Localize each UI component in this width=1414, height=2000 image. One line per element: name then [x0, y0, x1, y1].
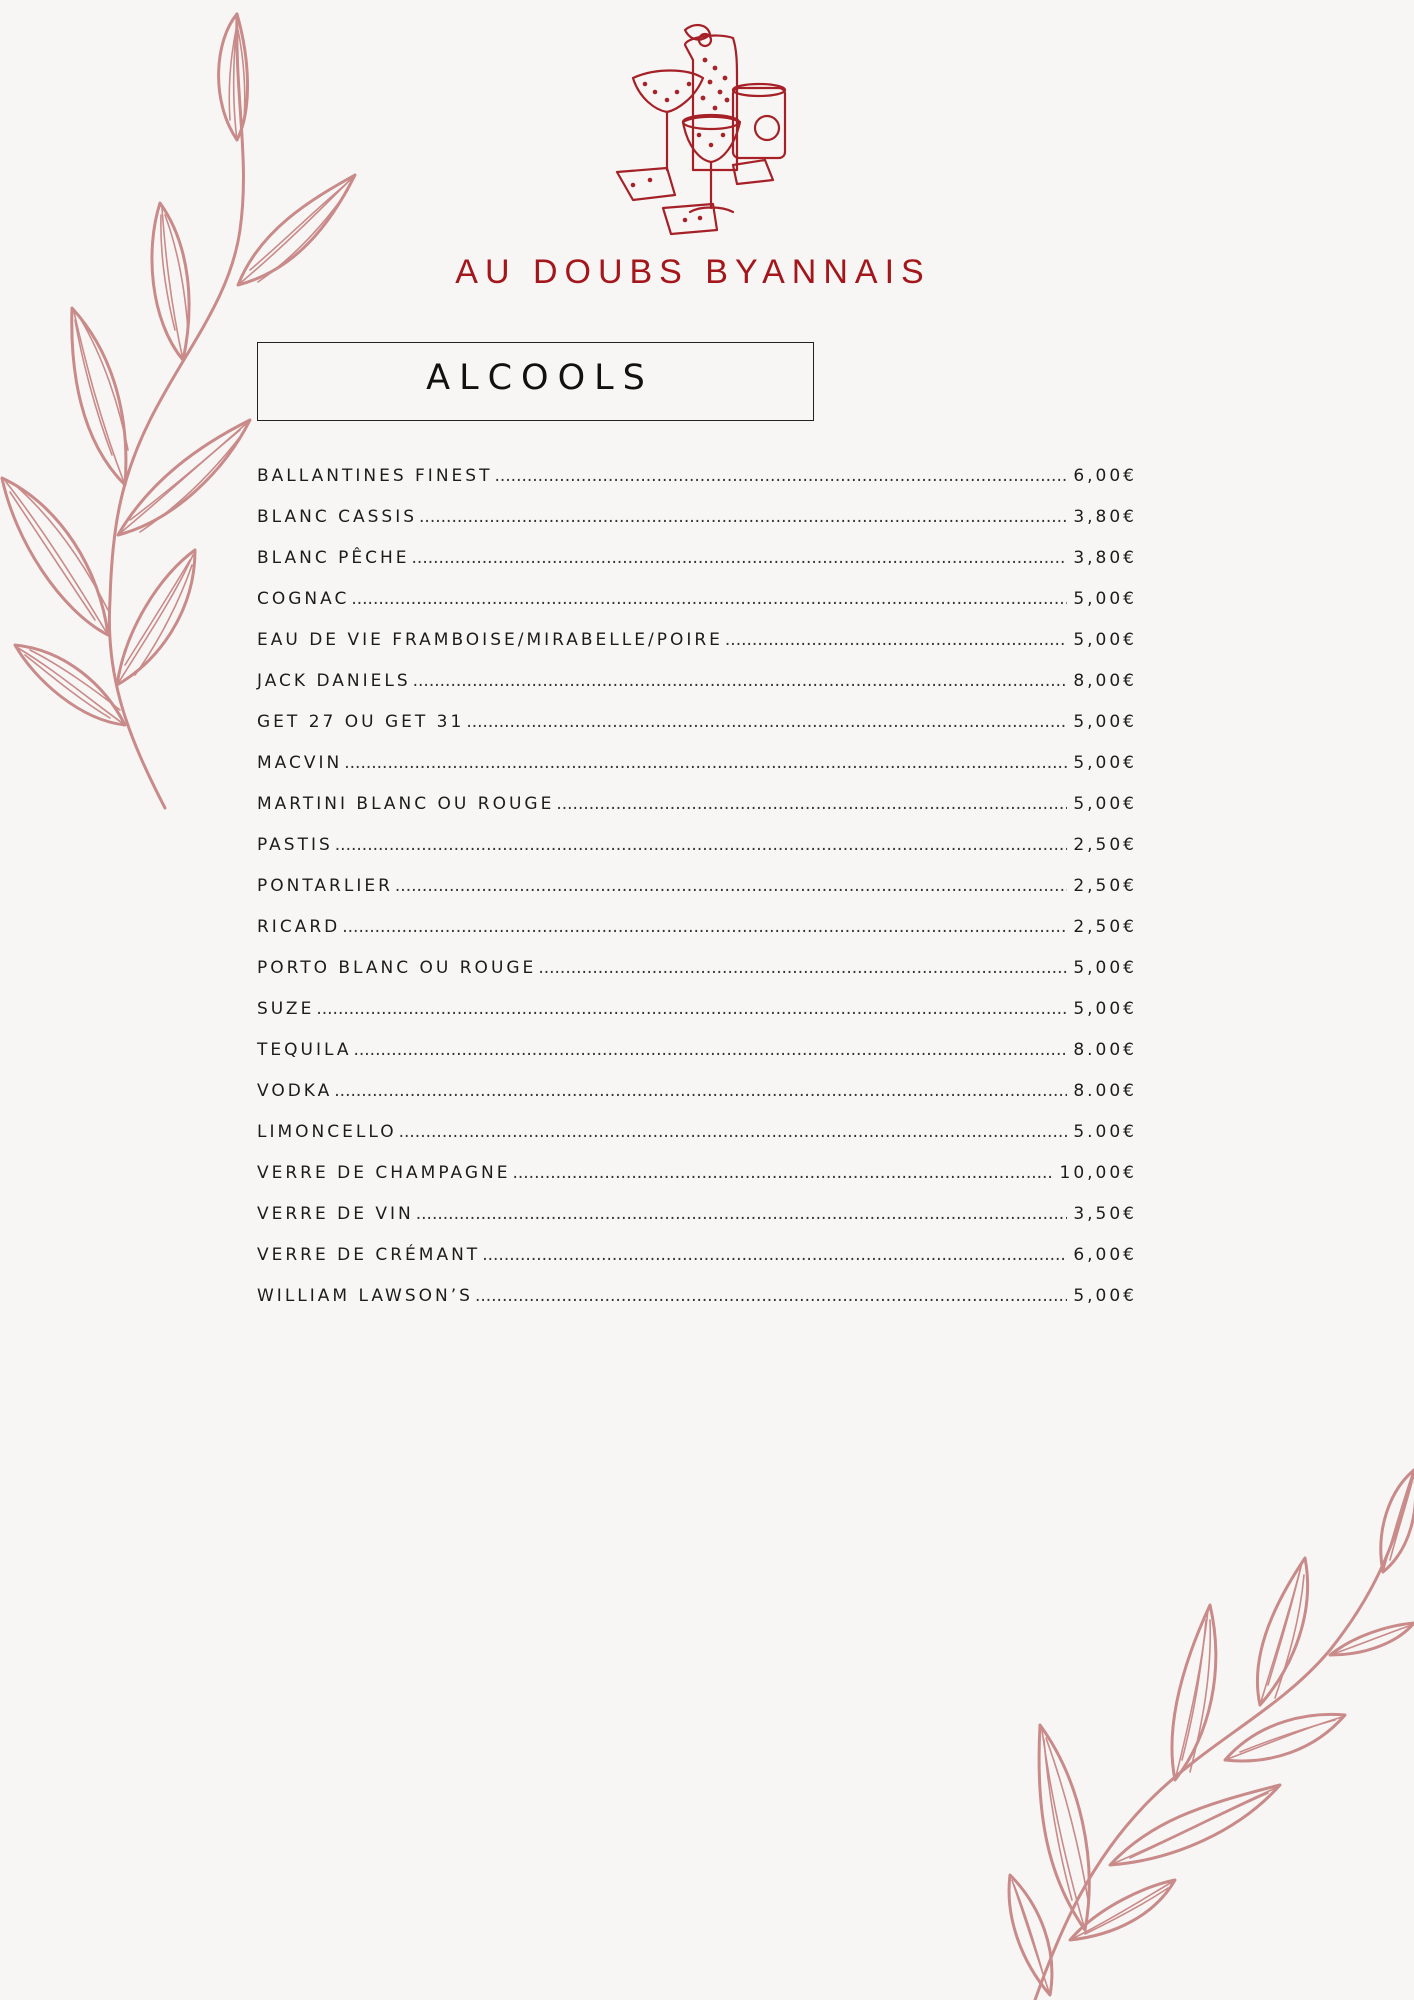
dot-leader	[725, 630, 1067, 650]
dot-leader	[494, 466, 1067, 486]
dot-leader	[316, 999, 1067, 1019]
menu-item-name: VERRE DE VIN	[257, 1204, 414, 1224]
menu-item-price: 5.00€	[1073, 1122, 1137, 1142]
menu-item-price: 5,00€	[1073, 753, 1137, 773]
menu-item	[257, 1040, 1137, 1081]
menu-item	[257, 1122, 1137, 1163]
menu-item	[257, 1245, 1137, 1286]
menu-item-name: MARTINI BLANC OU ROUGE	[257, 794, 555, 814]
menu-item-price: 3,50€	[1073, 1204, 1137, 1224]
menu-item	[257, 958, 1137, 999]
dot-leader	[538, 958, 1067, 978]
dot-leader	[335, 835, 1068, 855]
dot-leader	[344, 753, 1067, 773]
dot-leader	[395, 876, 1067, 896]
menu-item-price: 2,50€	[1073, 876, 1137, 896]
menu-item-price: 5,00€	[1073, 1286, 1137, 1306]
menu-item	[257, 630, 1137, 671]
menu-item-name: BLANC PÊCHE	[257, 548, 410, 568]
menu-item-name: BALLANTINES FINEST	[257, 466, 493, 486]
dot-leader	[412, 548, 1068, 568]
menu-item	[257, 671, 1137, 712]
menu-item-name: JACK DANIELS	[257, 671, 411, 691]
menu-item-price: 6,00€	[1073, 1245, 1137, 1265]
leaf-branch-bottom-right-icon	[950, 1460, 1414, 2000]
menu-item	[257, 712, 1137, 753]
menu-item-price: 5,00€	[1073, 794, 1137, 814]
menu-item-name: VERRE DE CHAMPAGNE	[257, 1163, 511, 1183]
dot-leader	[556, 794, 1067, 814]
menu-item-name: VERRE DE CRÉMANT	[257, 1245, 481, 1265]
menu-item-name: RICARD	[257, 917, 341, 937]
dot-leader	[416, 1204, 1068, 1224]
menu-list	[257, 466, 1137, 1327]
menu-item-name: SUZE	[257, 999, 315, 1019]
cocktail-drinks-illustration-icon	[615, 20, 805, 245]
menu-item-price: 5,00€	[1073, 999, 1137, 1019]
menu-item-name: MACVIN	[257, 753, 343, 773]
menu-item-price: 5,00€	[1073, 630, 1137, 650]
section-header-box	[257, 342, 814, 421]
menu-item-name: BLANC CASSIS	[257, 507, 418, 527]
dot-leader	[351, 589, 1067, 609]
dot-leader	[466, 712, 1067, 732]
menu-item	[257, 1081, 1137, 1122]
menu-item	[257, 589, 1137, 630]
dot-leader	[413, 671, 1068, 691]
menu-item-name: LIMONCELLO	[257, 1122, 397, 1142]
menu-item-name: GET 27 OU GET 31	[257, 712, 465, 732]
menu-item-price: 10,00€	[1059, 1163, 1137, 1183]
dot-leader	[419, 507, 1067, 527]
dot-leader	[482, 1245, 1067, 1265]
menu-item-name: EAU DE VIE FRAMBOISE/MIRABELLE/POIRE	[257, 630, 723, 650]
menu-item-name: VODKA	[257, 1081, 333, 1101]
menu-item	[257, 876, 1137, 917]
section-title: ALCOOLS	[426, 357, 654, 398]
menu-item	[257, 753, 1137, 794]
dot-leader	[353, 1040, 1067, 1060]
menu-item	[257, 548, 1137, 589]
menu-item-name: PASTIS	[257, 835, 333, 855]
dot-leader	[334, 1081, 1067, 1101]
menu-item	[257, 999, 1137, 1040]
menu-item-price: 3,80€	[1073, 548, 1137, 568]
menu-item-name: COGNAC	[257, 589, 350, 609]
dot-leader	[512, 1163, 1053, 1183]
menu-item	[257, 1286, 1137, 1327]
menu-item	[257, 466, 1137, 507]
menu-item-price: 5,00€	[1073, 958, 1137, 978]
menu-item-name: PORTO BLANC OU ROUGE	[257, 958, 537, 978]
dot-leader	[475, 1286, 1067, 1306]
menu-item	[257, 917, 1137, 958]
restaurant-name: AU DOUBS BYANNAIS	[455, 253, 931, 291]
menu-item	[257, 507, 1137, 548]
menu-item-price: 5,00€	[1073, 589, 1137, 609]
menu-item-name: TEQUILA	[257, 1040, 352, 1060]
menu-item	[257, 1204, 1137, 1245]
dot-leader	[399, 1122, 1068, 1142]
menu-item	[257, 1163, 1137, 1204]
menu-item-price: 8.00€	[1073, 1040, 1137, 1060]
menu-item-price: 8.00€	[1073, 1081, 1137, 1101]
menu-item-name: WILLIAM LAWSON’S	[257, 1286, 473, 1306]
menu-item	[257, 794, 1137, 835]
menu-item-price: 3,80€	[1073, 507, 1137, 527]
menu-item-price: 8,00€	[1073, 671, 1137, 691]
menu-item-name: PONTARLIER	[257, 876, 393, 896]
menu-item-price: 2,50€	[1073, 917, 1137, 937]
menu-item-price: 5,00€	[1073, 712, 1137, 732]
menu-item-price: 6,00€	[1073, 466, 1137, 486]
menu-item-price: 2,50€	[1073, 835, 1137, 855]
menu-item	[257, 835, 1137, 876]
dot-leader	[342, 917, 1067, 937]
